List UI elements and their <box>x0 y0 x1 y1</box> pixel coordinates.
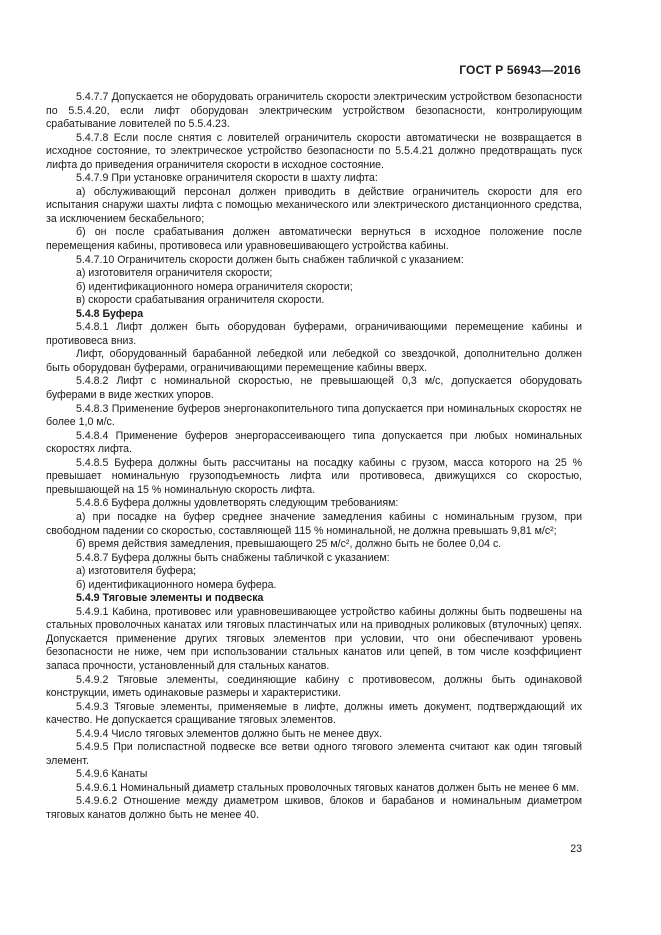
paragraph: 5.4.7.9 При установке ограничителя скорости в шахту лифта: <box>76 172 378 185</box>
paragraph: 5.4.9.3 Тяговые элементы, применяемые в лифте, должны иметь документ, подтверждающий их качество. Не допускается сращивание тяговых элементов. <box>46 700 582 727</box>
paragraph: 5.4.8.2 Лифт с номинальной скоростью, не превышающей 0,3 м/с, допускается оборудовать буферами в виде жестких упоров. <box>46 375 582 402</box>
document-body <box>46 91 582 823</box>
paragraph: 5.4.9.4 Число тяговых элементов должно быть не менее двух. <box>76 727 383 740</box>
paragraph: б) идентификационного номера ограничителя скорости; <box>76 280 353 293</box>
paragraph: 5.4.7.7 Допускается не оборудовать ограничитель скорости электрическим устройством безопасности по 5.5.4.20, если лифт оборудован электрическим устройством безопасности, контролирующим срабатывание ловителей по 5.5.4.23. <box>46 91 582 131</box>
section-heading: 5.4.9 Тяговые элементы и подвеска <box>76 592 264 605</box>
paragraph: а) обслуживающий персонал должен приводить в действие ограничитель скорости для его испытания снаружи шахты лифта с помощью механического или электрического дистанционного средства, за исключением бескабельного; <box>46 185 582 225</box>
page-number: 23 <box>570 843 582 855</box>
paragraph: 5.4.9.6.1 Номинальный диаметр стальных проволочных тяговых канатов должен быть не менее 6 мм. <box>76 781 580 794</box>
paragraph: 5.4.8.6 Буфера должны удовлетворять следующим требованиям: <box>76 497 399 510</box>
paragraph: Лифт, оборудованный барабанной лебедкой или лебедкой со звездочкой, дополнительно должен быть оборудован буферами, ограничивающими перемещение кабины вверх. <box>46 348 582 374</box>
paragraph: б) он после срабатывания должен автоматически вернуться в исходное положение после перемещения кабины, противовеса или уравновешивающего устройства кабины. <box>46 226 582 253</box>
paragraph: 5.4.8.5 Буфера должны быть рассчитаны на посадку кабины с грузом, масса которого на 25 % превышает номинальную грузоподъемность лифта или противовеса, движущихся со скоростью, превышающей на 15 % номинальную скорость лифта. <box>46 456 582 496</box>
paragraph: 5.4.9.6.2 Отношение между диаметром шкивов, блоков и барабанов и номинальным диаметром тяговых канатов должно быть не менее 40. <box>46 795 582 821</box>
paragraph: 5.4.9.2 Тяговые элементы, соединяющие кабину с противовесом, должны быть одинаковой конструкции, иметь одинаковые размеры и характеристики. <box>46 673 582 700</box>
document-code: ГОСТ Р 56943—2016 <box>459 63 581 77</box>
paragraph: 5.4.8.1 Лифт должен быть оборудован буферами, ограничивающими перемещение кабины и противовеса вниз. <box>46 321 582 347</box>
paragraph: а) изготовителя буфера; <box>76 565 197 578</box>
paragraph: 5.4.7.10 Ограничитель скорости должен быть снабжен табличкой с указанием: <box>76 253 464 266</box>
paragraph: б) идентификационного номера буфера. <box>76 578 277 591</box>
paragraph: а) изготовителя ограничителя скорости; <box>76 267 273 280</box>
paragraph: 5.4.8.7 Буфера должны быть снабжены табличкой с указанием: <box>76 551 390 564</box>
paragraph: 5.4.7.8 Если после снятия с ловителей ограничитель скорости автоматически не возвращается в исходное состояние, то электрическое устройство безопасности по 5.5.4.21 должно предотвращать пуск лифта до приведения ограничителя скорости в исходное состояние. <box>46 131 582 171</box>
paragraph: 5.4.9.6 Канаты <box>76 768 148 781</box>
paragraph: в) скорости срабатывания ограничителя скорости. <box>76 294 325 307</box>
paragraph: 5.4.9.5 При полиспастной подвеске все ветви одного тягового элемента считают как один тяговый элемент. <box>46 741 582 767</box>
paragraph: 5.4.8.3 Применение буферов энергонакопительного типа допускается при номинальных скоростях не более 1,0 м/с. <box>46 402 582 429</box>
paragraph: а) при посадке на буфер среднее значение замедления кабины с номинальным грузом, при свободном падении со скоростью, составляющей 115 % номинальной, не должна превышать 9,81 м/с²; <box>46 510 582 537</box>
section-heading: 5.4.8 Буфера <box>76 307 144 320</box>
paragraph: б) время действия замедления, превышающего 25 м/с², должно быть не более 0,04 с. <box>76 538 502 551</box>
paragraph: 5.4.9.1 Кабина, противовес или уравновешивающее устройство кабины должны быть подвешены на стальных проволочных канатах или тяговых пластинчатых или на приводных роликовых (втулочных) цепях. Допускается применение других тяговых элементов при условии, что они обеспечивают уровень безопасности не ниже, чем при использовании стальных канатов или цепей, в том числе коэффициент запаса прочности, установленный для стальных канатов. <box>46 605 582 672</box>
paragraph: 5.4.8.4 Применение буферов энергорассеивающего типа допускается при любых номинальных скоростях лифта. <box>46 429 582 456</box>
